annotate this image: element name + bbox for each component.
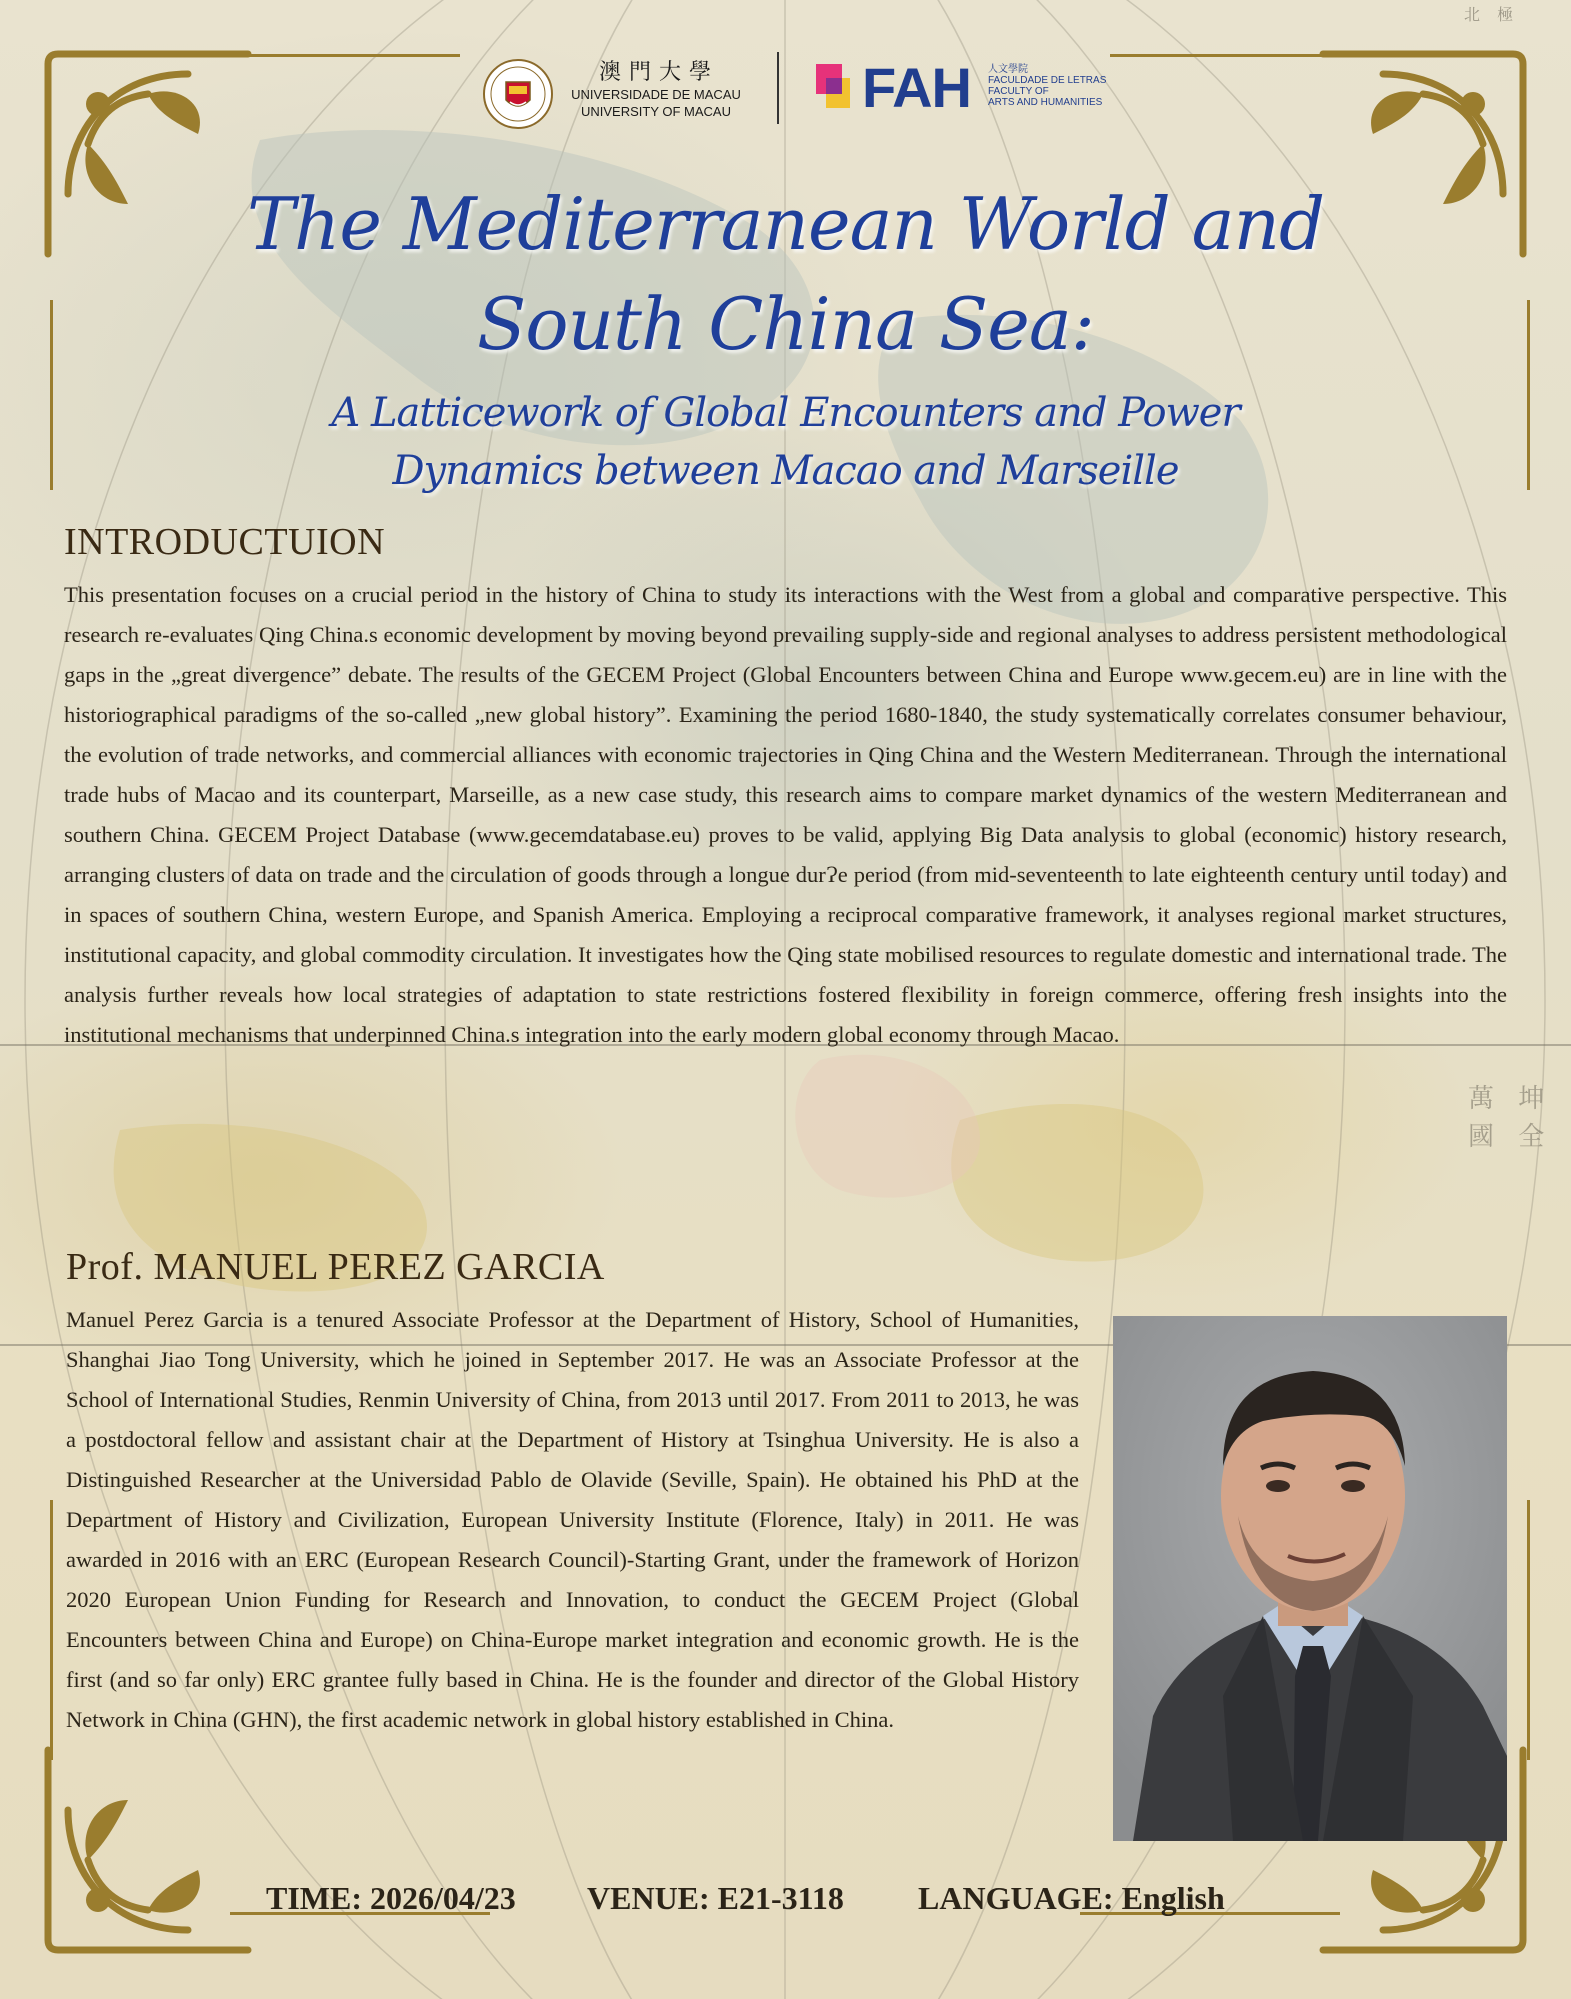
um-name-chinese: 澳門大學 (598, 60, 719, 85)
fah-name-chinese: 人文學院 (988, 64, 1028, 75)
title-line-1: The Mediterranean World and (246, 182, 1325, 266)
fah-name-english-2: ARTS AND HUMANITIES (988, 97, 1103, 108)
map-label-top-right: 北 極 (1464, 5, 1520, 24)
speaker-heading: Prof. MANUEL PEREZ GARCIA (66, 1246, 605, 1288)
map-label-right-1: 萬 坤 (1468, 1084, 1553, 1114)
event-time: TIME: 2026/04/23 (266, 1880, 516, 1916)
um-name-portuguese: UNIVERSIDADE DE MACAU (571, 87, 741, 102)
speaker-portrait (1113, 1316, 1507, 1841)
university-of-macau-seal-icon (482, 58, 554, 130)
header-logos (0, 50, 1571, 130)
introduction-text: This presentation focuses on a crucial period in the history of China to study its interactions with the West from a global and comparative perspective. This research re-evaluates Qing China.s economic development by moving beyond prevailing supply-side and regional analyses to address persistent methodological gaps in the „great divergence” debate. The results of the GECEM Project (Global Encounters between China and Europe www.gecem.eu) are in line with the historiographical paradigms of the so-called „new global history”. Examining the period 1680-1840, the study systematically correlates consumer behaviour, the evolution of trade networks, and commercial alliances with economic trajectories in Qing China and the Western Mediterranean. Through the international trade hubs of Macao and its counterpart, Marseille, as a new case study, this research aims to compare market dynamics of the western Mediterranean and southern China. GECEM Project Database (www.gecemdatabase.eu) proves to be valid, applying Big Data analysis to global (economic) history research, arranging clusters of data on trade and the circulation of goods through a longue durɁe period (from mid-seventeenth to late eighteenth century until today) and in spaces of southern China, western Europe, and Spanish America. Employing a reciprocal comparative framework, it analyses regional market structures, institutional capacity, and global commodity circulation. It investigates how the Qing state mobilised resources to regulate domestic and international trade. The analysis further reveals how local strategies of adaptation to state restrictions fostered flexibility in foreign commerce, offering fresh insights into the institutional mechanisms that underpinned China.s integration into the early modern global economy through Macao. (64, 582, 1507, 1047)
event-venue: VENUE: E21-3118 (587, 1880, 844, 1916)
fah-name-portuguese: FACULDADE DE LETRAS (988, 75, 1107, 86)
subtitle-line-1: A Latticework of Global Encounters and Power (331, 390, 1240, 436)
ornament-corner-bottom-left (28, 1740, 258, 1970)
fah-logo-icon (816, 64, 858, 110)
frame-right-lower-border (1527, 1500, 1530, 1760)
um-name-english: UNIVERSITY OF MACAU (580, 104, 731, 119)
event-language: LANGUAGE: English (918, 1880, 1225, 1916)
event-details (0, 1880, 1571, 1924)
subtitle-line-2: Dynamics between Macao and Marseille (392, 448, 1179, 494)
title-line-2: South China Sea: (476, 282, 1095, 366)
fah-name-english-1: FACULTY OF (988, 86, 1049, 97)
introduction-heading: INTRODUCTUION (64, 521, 386, 563)
map-label-right-2: 國 全 (1468, 1122, 1553, 1152)
frame-left-lower-border (50, 1500, 53, 1760)
speaker-bio: Manuel Perez Garcia is a tenured Associate Professor at the Department of History, School of Humanities, Shanghai Jiao Tong University, which he joined in September 2017. He was an Associate Professor at the School of International Studies, Renmin University of China, from 2013 until 2017. From 2011 to 2013, he was a postdoctoral fellow and assistant chair at the Department of History at Tsinghua University. He is also a Distinguished Researcher at the Universidad Pablo de Olavide (Seville, Spain). He obtained his PhD at the Department of History and Civilization, European University Institute (Florence, Italy) in 2011. He was awarded in 2016 with an ERC (European Research Council)-Starting Grant, under the framework of Horizon 2020 European Union Funding for Research and Innovation, to conduct the GECEM Project (Global Encounters between China and Europe) on China-Europe market integration and economic growth. He is the first (and so far only) ERC grantee fully based in China. He is the founder and director of the Global History Network in China (GHN), the first academic network in global history established in China. (66, 1307, 1079, 1732)
fah-abbreviation: FAH (862, 56, 971, 119)
header-divider (777, 52, 779, 124)
